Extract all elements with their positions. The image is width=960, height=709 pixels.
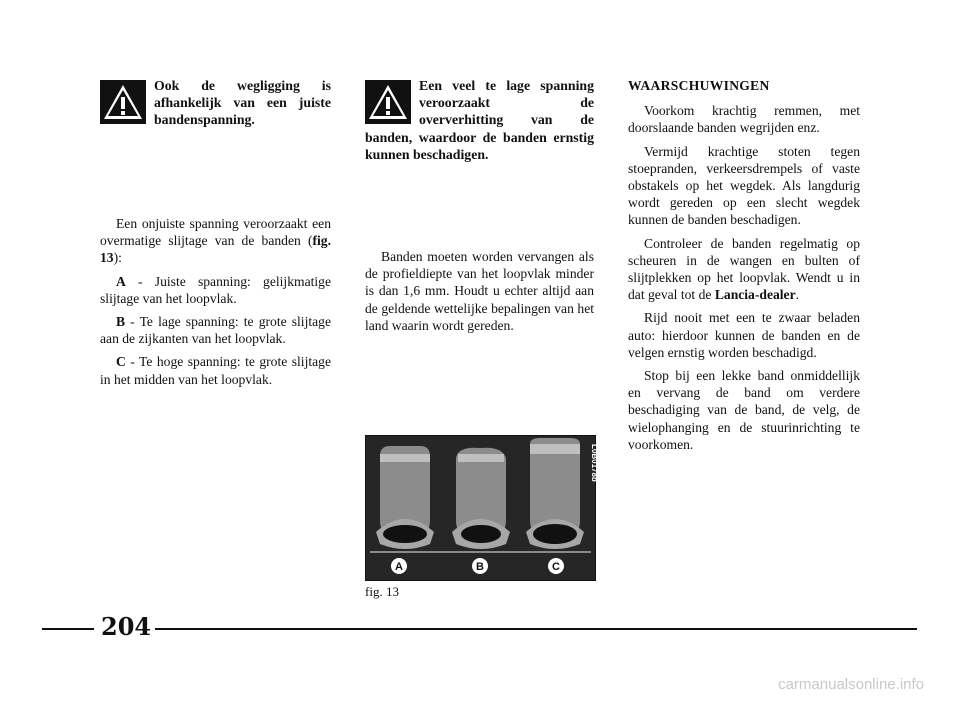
- tire-a-illustration: [376, 446, 434, 549]
- warning-triangle-icon: [365, 80, 411, 124]
- item-c: [100, 353, 331, 387]
- footer-rule-left: [42, 628, 94, 630]
- left-body: [100, 215, 331, 394]
- replacement-paragraph: Banden moeten worden vervangen als de profieldiepte van het loopvlak minder is dan 1,6 mm. Houdt u echter altijd aan de geldende wettelijke bepalingen van het land waarin wordt gereden.: [365, 249, 594, 333]
- item-c-letter: C: [116, 354, 126, 370]
- item-b-letter: B: [116, 314, 126, 330]
- footer-rule-right: [155, 628, 917, 630]
- label-c: C: [552, 561, 560, 573]
- label-b: B: [476, 561, 484, 573]
- warning-text-left: Ook de wegligging is afhankelijk van een juiste bandenspanning.: [154, 78, 331, 128]
- warning-paragraph-1: Voorkom krachtig remmen, met doorslaande banden wegrijden enz.: [628, 103, 860, 136]
- figure-code: L0B0178b: [590, 444, 599, 482]
- warning-box-middle: [365, 77, 594, 163]
- warning-paragraph-3: [628, 235, 860, 304]
- dealer-name: Lancia-dealer: [714, 287, 796, 303]
- label-a: A: [395, 561, 403, 573]
- item-a-text: - Juiste spanning: gelijkmatige slijtage van het loopvlak.: [100, 273, 331, 306]
- item-b-text: - Te lage spanning: te grote slijtage aan de zijkanten van het loopvlak.: [100, 314, 331, 347]
- item-a: [100, 273, 331, 307]
- warning-paragraph-5: Stop bij een lekke band onmiddellijk en vervang de band om verdere beschadiging van de band, de velg, de wielophanging en de stuurinrichting te voorkomen.: [628, 368, 860, 452]
- warning-box-left: [100, 77, 331, 129]
- item-b: [100, 313, 331, 347]
- middle-column: [365, 77, 594, 163]
- warning-paragraph-4: Rijd nooit met een te zwaar beladen auto: hierdoor kunnen de banden en de velgen ernstig worden beschadigd.: [628, 310, 860, 360]
- warning-triangle-icon: [100, 80, 146, 124]
- tire-c-illustration: [526, 438, 584, 549]
- warning-paragraph-2: Vermijd krachtige stoten tegen stoepranden, verkeersdrempels of vaste obstakels op het wegdek. Als langdurig wordt gereden op een slecht wegdek kunnen de banden beschadigen.: [628, 143, 860, 228]
- warning-text-middle: Een veel te lage spanning veroorzaakt de oververhitting van de banden, waardoor de banden ernstig kunnen beschadigen.: [365, 78, 594, 162]
- tire-illustration: [366, 436, 599, 580]
- watermark: carmanualsonline.info: [778, 676, 924, 693]
- tire-b-illustration: [452, 448, 510, 549]
- fig-reference: fig. 13: [100, 233, 331, 266]
- intro-end: ):: [113, 250, 122, 266]
- warnings-heading: WAARSCHUWINGEN: [628, 78, 770, 93]
- intro-text: Een onjuiste spanning veroorzaakt een overmatige slijtage van de banden (: [100, 216, 331, 249]
- tire-wear-figure: [365, 435, 599, 581]
- item-a-letter: A: [116, 273, 126, 289]
- p3-text: Controleer de banden regelmatig op scheuren in de wangen en bulten of slijtplekken op het loopvlak. Wendt u in dat geval tot de: [628, 235, 860, 303]
- middle-body: [365, 248, 594, 340]
- left-column: [100, 77, 331, 129]
- p3-end: .: [795, 287, 800, 303]
- item-c-text: - Te hoge spanning: te grote slijtage in het midden van het loopvlak.: [100, 354, 331, 387]
- right-column: [628, 77, 860, 459]
- page-number: 204: [101, 612, 152, 641]
- figure-caption: fig. 13: [365, 584, 399, 599]
- intro-paragraph: [100, 215, 331, 267]
